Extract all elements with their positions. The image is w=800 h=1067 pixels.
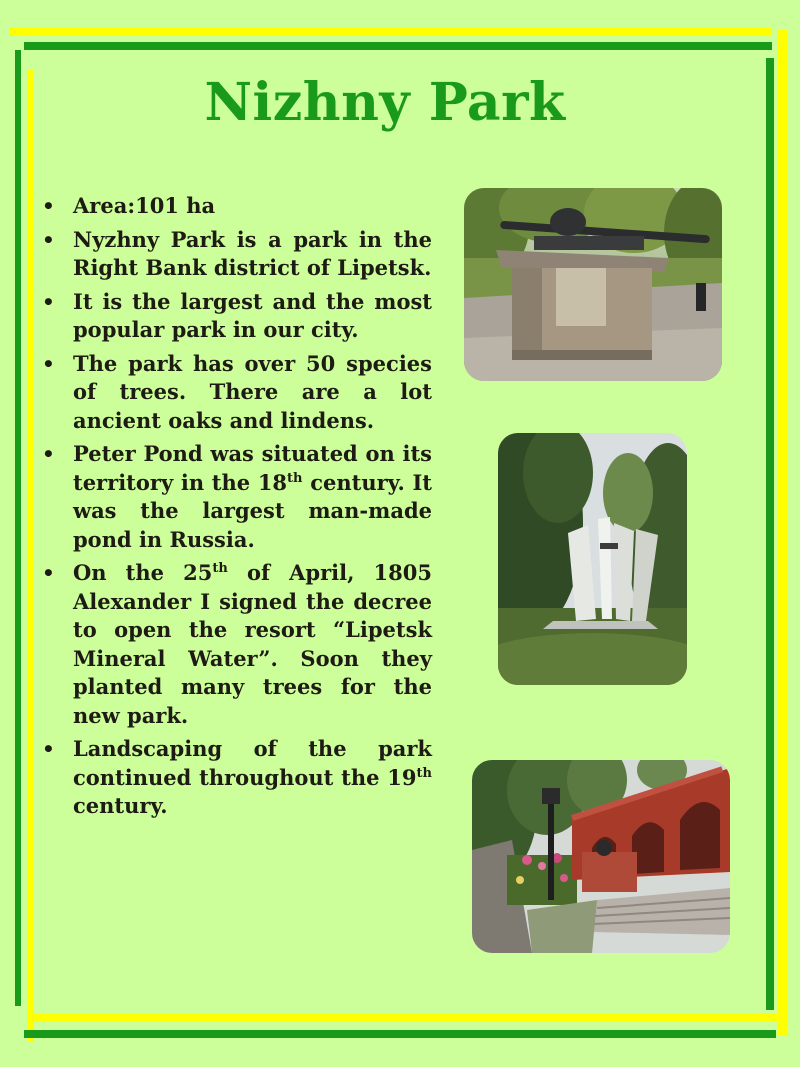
bullet-item — [42, 226, 432, 283]
slide-title: Nizhny Park — [204, 72, 566, 133]
frame-top-yellow-bar — [10, 28, 772, 36]
bullet-item — [42, 440, 432, 554]
bullet-superscript: th — [287, 470, 303, 486]
bullet-superscript: th — [416, 765, 432, 781]
bullet-text: century. — [73, 793, 168, 818]
frame-left-yellow-bar — [27, 70, 34, 1042]
bullet-item — [42, 288, 432, 345]
bullet-text: century. It was the largest man-made pond in Russia. — [73, 469, 432, 552]
bullet-text: Nyzhny Park is a park in the Right Bank district of Lipetsk. — [73, 226, 432, 280]
frame-top-green-bar — [24, 42, 772, 50]
frame-left-green-bar — [15, 50, 21, 1006]
bullet-item — [42, 559, 432, 730]
frame-right-yellow-bar — [778, 30, 787, 1035]
frame-bottom-green-bar — [24, 1030, 776, 1038]
bullet-item — [42, 192, 432, 221]
bullet-list — [42, 192, 432, 826]
bullet-text: of April, 1805 Alexander I signed the decree to open the resort “Lipetsk Mineral Water”. Soon they planted many trees for the new park. — [73, 560, 432, 728]
bullet-text: Area:101 ha — [73, 193, 216, 218]
bullet-text: Landscaping of the park continued throughout the 19 — [73, 736, 432, 790]
brick-arcade-photo — [472, 760, 730, 953]
bullet-text: It is the largest and the most popular park in our city. — [73, 288, 432, 342]
bullet-text: On the 25 — [73, 560, 213, 585]
cannon-monument-photo — [464, 188, 722, 381]
bullet-item — [42, 350, 432, 436]
stele-monument-photo — [498, 433, 687, 685]
frame-bottom-yellow-bar — [34, 1013, 778, 1021]
bullet-superscript: th — [212, 561, 228, 576]
bullet-text: The park has over 50 species of trees. There are a lot ancient oaks and lindens. — [73, 350, 432, 433]
frame-right-green-bar — [766, 58, 774, 1010]
bullet-text: Peter Pond was situated on its territory in the 18 — [73, 441, 432, 495]
bullet-item — [42, 735, 432, 821]
